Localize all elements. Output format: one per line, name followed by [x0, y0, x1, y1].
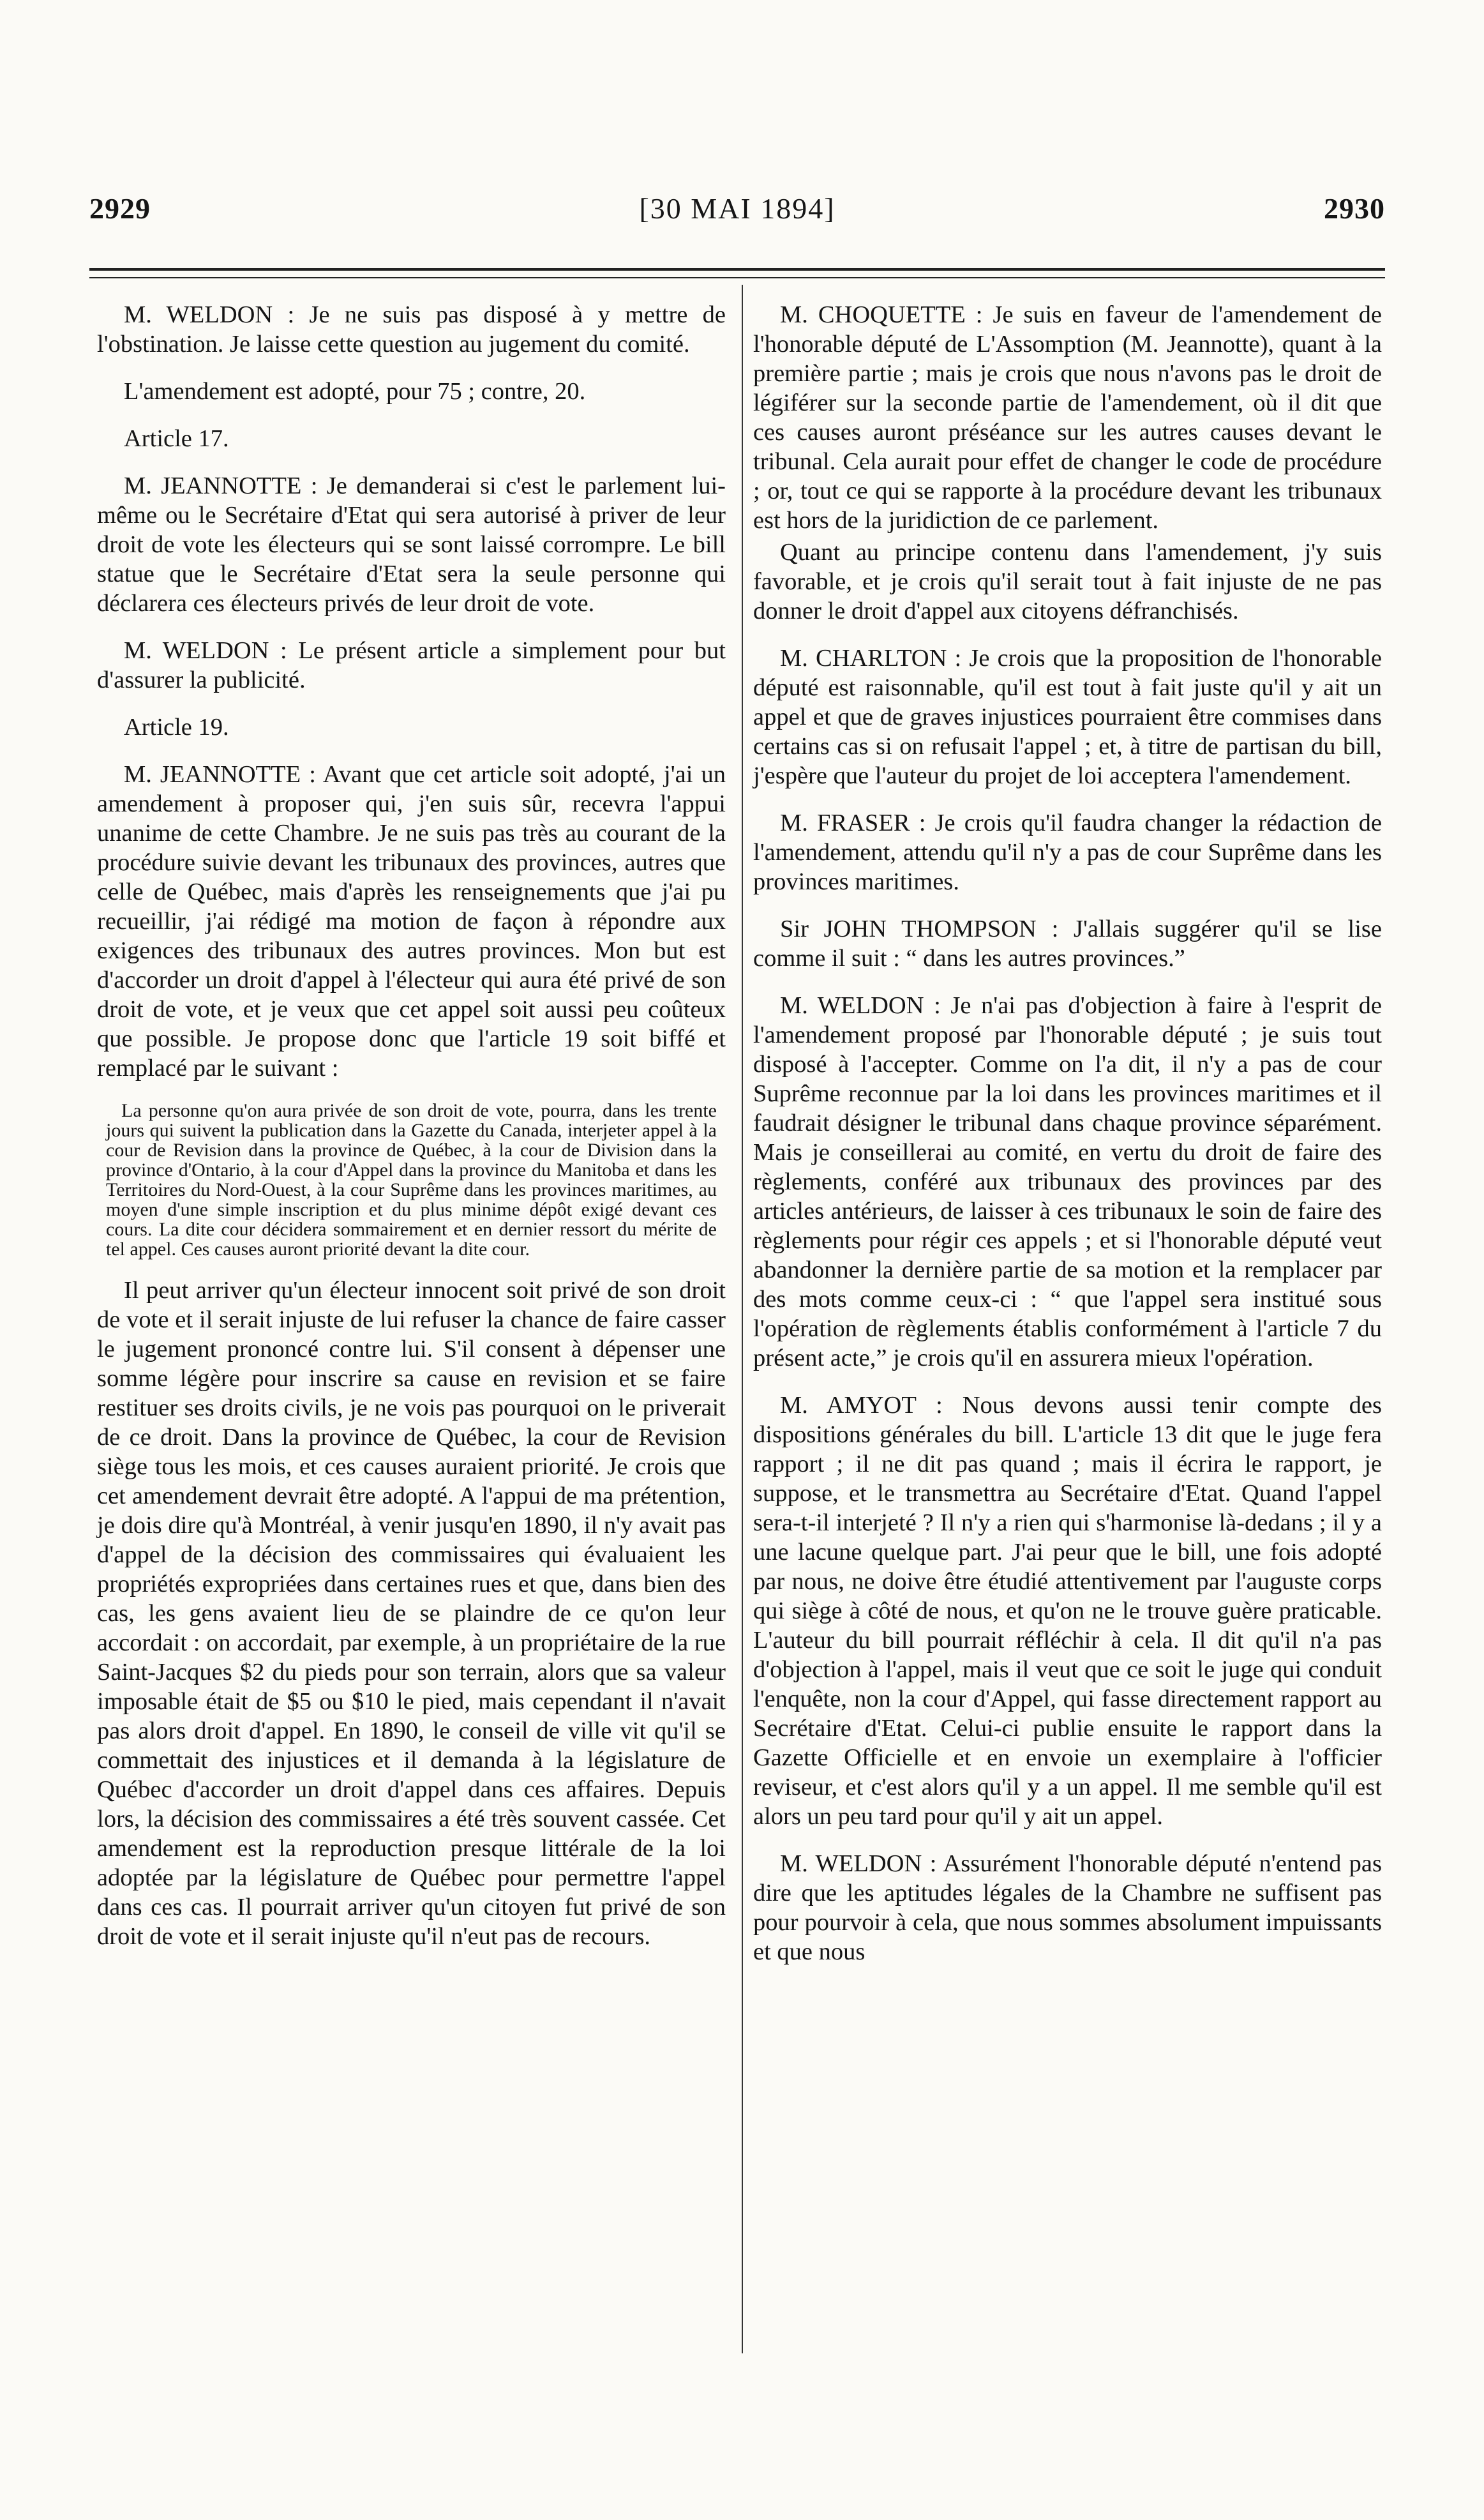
header-rule-thick [89, 268, 1385, 271]
paragraph: Article 19. [124, 714, 229, 741]
header-date: [30 MAI 1894] [639, 192, 836, 225]
page-number-right: 2930 [1324, 192, 1385, 225]
page-number-left: 2929 [89, 192, 151, 225]
paragraph: Il peut arriver qu'un électeur innocent soit privé de son droit de vote et il serait injuste de lui refuser la chance de faire casser le jugement prononcé contre lui. S'il consent à dépenser une somme légère pour inscrire sa cause en revision et se faire restituer ses droits civils, je ne vois pas pourquoi on le priverait de ce droit. Dans la province de Québec, la cour de Revision siège tous les mois, et ces causes auraient priorité. Je crois que cet amendement devrait être adopté. A l'appui de ma prétention, je dois dire qu'à Montréal, à venir jusqu'en 1890, il n'y avait pas d'appel de la décision des commissaires qui évaluaient les propriétés expropriées dans certaines rues et que, dans bien des cas, les gens avaient lieu de se plaindre de ce qu'on leur accordait : on accordait, par exemple, à un propriétaire de la rue Saint-Jacques $2 du pieds pour son terrain, alors que sa valeur imposable était de $5 ou $10 le pied, mais cependant il n'avait pas alors droit d'appel. En 1890, le conseil de ville vit qu'il se commettait des injustices et il demanda à la législature de Québec d'accorder un droit d'appel dans ces affaires. Depuis lors, la décision des commissaires a été très souvent cassée. Cet amendement est la reproduction presque littérale de la loi adoptée par la législature de Québec pour permettre l'appel dans ces cas. Il pourrait arriver qu'un citoyen fut privé de son droit de vote et il serait injuste qu'il n'eut pas de recours. [97, 1277, 726, 1950]
paragraph: Article 17. [124, 425, 229, 452]
page-header [89, 185, 1385, 236]
column-divider [742, 285, 743, 2353]
paragraph: M. FRASER : Je crois qu'il faudra changer la rédaction de l'amendement, attendu qu'il n'y a pas de cour Suprême dans les provinces maritimes. [753, 810, 1382, 895]
paragraph: M. CHARLTON : Je crois que la proposition de l'honorable député est raisonnable, qu'il est tout à fait juste qu'il y ait un appel et que de graves injustices pourraient être commises dans certains cas si on refusait l'appel ; et, à titre de partisan du bill, j'espère que l'auteur du projet de loi acceptera l'amendement. [753, 645, 1382, 789]
right-column [753, 300, 1382, 1984]
quoted-amendment: La personne qu'on aura privée de son droit de vote, pourra, dans les trente jours qui suivent la publication dans la Gazette du Canada, interjeter appel à la cour de Revision dans la province de Québec, à la cour de Division dans la province d'Ontario, à la cour d'Appel dans la province du Manitoba et dans les Territoires du Nord-Ouest, à la cour Suprême dans les provinces maritimes, au moyen d'une simple inscription et du plus minime dépôt exigé devant ces cours. La dite cour décidera sommairement et en dernier ressort du mérite de tel appel. Ces causes auront priorité devant la dite cour. [106, 1100, 717, 1260]
paragraph: M. CHOQUETTE : Je suis en faveur de l'amendement de l'honorable député de L'Assomption (M. Jeannotte), quant à la première partie ; mais je crois que nous n'avons pas le droit de légiférer sur la seconde partie de l'amendement, où il dit que ces causes auront préséance sur les autres causes devant le tribunal. Cela aurait pour effet de changer le code de procédure ; or, tout ce qui se rapporte à la procédure devant les tribunaux est hors de la juridiction de ce parlement. [753, 301, 1382, 534]
paragraph: L'amendement est adopté, pour 75 ; contre, 20. [124, 378, 586, 405]
left-column [97, 300, 726, 1969]
paragraph: Sir JOHN THOMPSON : J'allais suggérer qu'il se lise comme il suit : “ dans les autres provinces.” [753, 916, 1382, 972]
paragraph: M. WELDON : Je ne suis pas disposé à y mettre de l'obstination. Je laisse cette question au jugement du comité. [97, 301, 726, 358]
paragraph: M. WELDON : Le présent article a simplement pour but d'assurer la publicité. [97, 637, 726, 693]
paragraph: M. JEANNOTTE : Avant que cet article soit adopté, j'ai un amendement à proposer qui, j'en suis sûr, recevra l'appui unanime de cette Chambre. Je ne suis pas très au courant de la procédure suivie devant les tribunaux des provinces, autres que celle de Québec, mais d'après les renseignements que j'ai pu recueillir, j'ai rédigé ma motion de façon à répondre aux exigences des tribunaux des autres provinces. Mon but est d'accorder un droit d'appel à l'électeur qui aura été privé de son droit de vote, et je veux que cet appel soit aussi peu coûteux que possible. Je propose donc que l'article 19 soit biffé et remplacé par le suivant : [97, 761, 726, 1082]
paragraph: Quant au principe contenu dans l'amendement, j'y suis favorable, et je crois qu'il serait tout à fait injuste de ne pas donner le droit d'appel aux citoyens défranchisés. [753, 539, 1382, 624]
header-rule-thin [89, 277, 1385, 278]
paragraph: M. WELDON : Assurément l'honorable député n'entend pas dire que les aptitudes légales de la Chambre ne suffisent pas pour pourvoir à cela, que nous sommes absolument impuissants et que nous [753, 1850, 1382, 1965]
paragraph: M. JEANNOTTE : Je demanderai si c'est le parlement lui-même ou le Secrétaire d'Etat qui sera autorisé à priver de leur droit de vote les électeurs qui se sont laissé corrompre. Le bill statue que le Secrétaire d'Etat sera la seule personne qui déclarera ces électeurs privés de leur droit de vote. [97, 472, 726, 617]
paragraph: M. WELDON : Je n'ai pas d'objection à faire à l'esprit de l'amendement proposé par l'honorable député ; je suis tout disposé à l'accepter. Comme on l'a dit, il n'y a pas de cour Suprême reconnue par la loi dans les provinces maritimes et il faudrait désigner le tribunal dans chaque province séparément. Mais je conseillerai au comité, en vertu du droit de faire des règlements, conféré aux tribunaux des provinces par des articles antérieurs, de laisser à ces tribunaux le soin de faire des règlements pour régir ces appels ; et si l'honorable député veut abandonner la dernière partie de sa motion et la remplacer par des mots comme ceux-ci : “ que l'appel sera institué sous l'opération de règlements établis conformément à l'article 7 du présent acte,” je crois qu'il en assurera mieux l'opération. [753, 992, 1382, 1371]
paragraph: M. AMYOT : Nous devons aussi tenir compte des dispositions générales du bill. L'article 13 dit que le juge fera rapport ; il ne dit pas quand ; mais il écrira le rapport, je suppose, et le transmettra au Secrétaire d'Etat. Quand l'appel sera-t-il interjeté ? Il n'y a rien qui s'harmonise là-dedans ; il y a une lacune quelque part. J'ai peur que le bill, une fois adopté par nous, ne doive être étudié attentivement par l'auguste corps qui siège à côté de nous, et qu'on ne le trouve guère praticable. L'auteur du bill pourrait réfléchir à cela. Il dit qu'il n'a pas d'objection à l'appel, mais il veut que ce soit le juge qui conduit l'enquête, non la cour d'Appel, qui fasse directement rapport au Secrétaire d'Etat. Celui-ci publie ensuite le rapport dans la Gazette Officielle et en envoie un exemplaire à l'officier reviseur, et c'est alors qu'il y a un appel. Il me semble qu'il est alors un peu tard pour qu'il y ait un appel. [753, 1392, 1382, 1830]
